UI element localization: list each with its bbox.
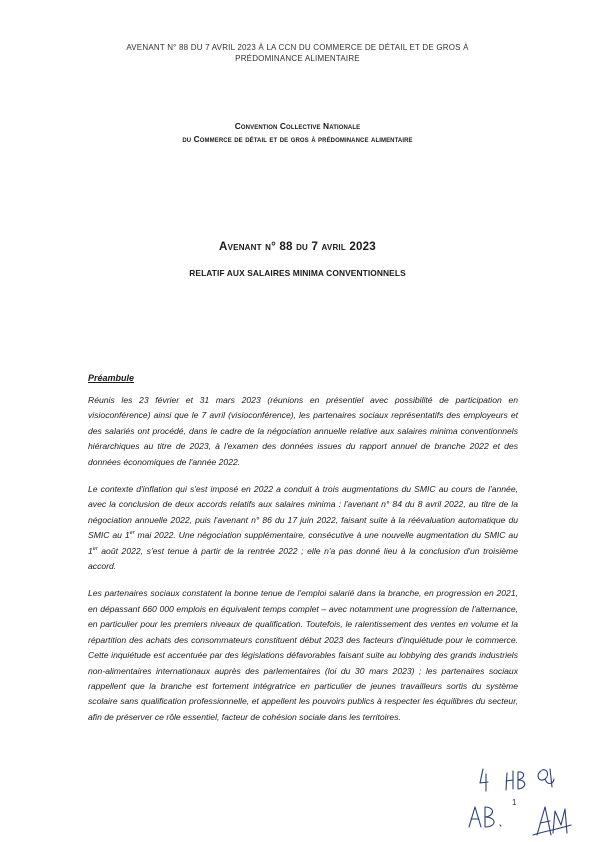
convention-title: [60, 120, 535, 146]
running-header-line-2: PRÉDOMINANCE ALIMENTAIRE: [235, 54, 360, 63]
running-header-line-1: AVENANT N° 88 DU 7 AVRIL 2023 À LA CCN DU COMMERCE DE DÉTAIL ET DE GROS À: [126, 43, 469, 52]
preamble-heading: Préambule: [88, 373, 135, 383]
preamble-paragraph-2: [88, 482, 518, 574]
running-header: [80, 42, 515, 64]
ordinal-superscript: er: [129, 530, 135, 537]
paragraph-2-text-c: août 2022, s'est tenue à partir de la rentrée 2022 ; elle n'a pas donné lieu à la conclusion d'un troisième accord.: [88, 545, 518, 572]
convention-title-line-1: Convention Collective Nationale: [234, 121, 361, 131]
amendment-title: Avenant n° 88 du 7 avril 2023: [219, 240, 376, 253]
page-number: 1: [512, 798, 517, 807]
preamble-paragraph-3: Les partenaires sociaux constatent la bonne tenue de l'emploi salarié dans la branche, en progression en 2021, en dépassant 660 000 emplois en équivalent temps complet – avec notamment une progression de l'alternance, en particulier pour les premiers niveaux de qualification. Toutefois, le ralentissement des ventes en volume et la répartition des achats des consommateurs constituent début 2023 des facteurs d'inquiétude pour le commerce. Cette inquiétude est accentuée par des législations défavorables faisant suite au lobbying des grands industriels non-alimentaires internationaux auprès des parlementaires (loi du 30 mars 2023) ; les partenaires sociaux rappellent que la branche est fortement intégratrice en particulier de jeunes travailleurs sortis du système scolaire sans qualification professionnelle, et appellent les pouvoirs publics à respecter les équilibres du secteur, afin de préserver ce rôle essentiel, facteur de cohésion sociale dans les territoires.: [88, 588, 518, 722]
preamble-body: [88, 393, 518, 737]
preamble-paragraph-1: Réunis les 23 février et 31 mars 2023 (réunions en présentiel avec possibilité de participation en visioconférence) ainsi que le 7 avril (visioconférence), les partenaires sociaux représentatifs des employeurs et des salariés ont procédé, dans le cadre de la négociation annuelle relative aux salaires minima conventionnels hiérarchiques au titre de 2023, à l'examen des données issues du rapport annuel de branche 2022 et des données économiques de l'année 2022.: [88, 395, 518, 467]
amendment-subtitle: RELATIF AUX SALAIRES MINIMA CONVENTIONNELS: [189, 268, 406, 278]
paragraph-2-text-b: mai 2022. Une négociation supplémentaire, consécutive à une nouvelle augmentation du SMIC au 1: [88, 530, 518, 556]
convention-title-line-2: du Commerce de détail et de gros à prédominance alimentaire: [182, 134, 413, 144]
paragraph-2-text-a: Le contexte d'inflation qui s'est imposé en 2022 a conduit à trois augmentations du SMIC au cours de l'année, avec la conclusion de deux accords relatifs aux salaires minima : l'avenant n° 84 du 8 avril 2022, au titre de la négociation annuelle 2022, puis l'avenant n° 86 du 17 juin 2022, faisant suite à la réévaluation automatique du SMIC au 1: [88, 484, 518, 541]
ordinal-superscript: er: [92, 545, 98, 552]
